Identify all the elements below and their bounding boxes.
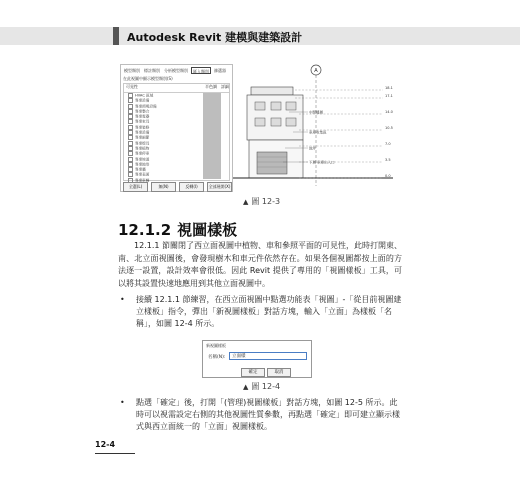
new-view-template-dialog: [202, 340, 312, 378]
list-item: 專業設備: [124, 98, 202, 103]
dialog-tabs: [123, 67, 227, 74]
list-item: 專業家具: [124, 119, 202, 124]
figure-12-3-caption-text: 圖 12-3: [251, 197, 281, 206]
west-elevation-drawing: [233, 64, 400, 192]
expand-all-button: 全部展開(X): [207, 182, 232, 192]
bullet-icon: •: [120, 398, 125, 407]
dialog-title: 新視圖樣板: [206, 343, 226, 348]
level-value: 17.1: [385, 94, 393, 98]
bullet-2-text: 點選「確定」後，打開「(管理)視圖樣板」對話方塊，如圖 12-5 所示。此時可以視需設定右側的其他視圖性質參數，再點選「確定」即可建立顯示樣式與西立面統一的「立面」視圖樣板。: [136, 398, 400, 431]
tab-analytical-categories: 分析模型類別: [164, 68, 188, 73]
figure-12-4-caption-text: 圖 12-4: [251, 382, 281, 391]
level-value: 14.0: [385, 110, 393, 114]
bullet-icon: •: [120, 295, 125, 304]
visibility-graphics-dialog: [120, 64, 233, 192]
list-item: 專業表面: [124, 172, 202, 177]
section-number: 12.1.2: [118, 221, 172, 239]
caption-arrow-icon: ▲: [243, 383, 249, 391]
list-item: 專業植物: [124, 146, 202, 151]
dialog-buttons: [123, 182, 232, 192]
col-visibility: 可見性: [126, 84, 138, 89]
select-all-button: 全選(L): [123, 182, 148, 192]
col-detail: 詳細: [221, 84, 229, 89]
ok-button: 確定: [241, 368, 265, 377]
select-none-button: 無(N): [151, 182, 176, 192]
col-halftone: 半色調: [205, 84, 217, 89]
building-roof-block: [251, 87, 293, 95]
list-item: 專業電器: [124, 114, 202, 119]
category-list-header: [124, 84, 229, 93]
list-item: HVAC 區域: [124, 93, 202, 98]
show-model-categories-line: 在此視圖中顯示模型類別(S): [123, 76, 173, 81]
list-item: 專業坡道: [124, 157, 202, 162]
list-item: 專業細節: [124, 135, 202, 140]
tab-model-categories: 模型類別: [124, 68, 140, 73]
page-header: [0, 0, 520, 50]
header-tab-marker: [113, 27, 119, 45]
template-name-input: 立面樣: [229, 352, 307, 360]
caption-arrow-icon: ▲: [243, 198, 249, 206]
figure-12-4-caption: [243, 381, 280, 392]
list-item: 專業地形: [124, 162, 202, 167]
list-item: 專業整合: [124, 109, 202, 114]
tab-annotation-categories: 標註類別: [144, 68, 160, 73]
list-item: 專業車輛: [124, 178, 202, 183]
level-value: 0.0: [385, 174, 391, 178]
page-number-rule: [95, 453, 135, 454]
list-item: 專業停車: [124, 151, 202, 156]
list-item: 專業燈具: [124, 141, 202, 146]
book-title: Autodesk Revit 建模與建築設計: [127, 31, 303, 44]
level-value: 3.5: [385, 158, 391, 162]
tab-filters: 篩選器: [214, 68, 226, 73]
annotation-label: 下層 車庫出入口: [309, 160, 335, 165]
annotation-label: 車庫收集區: [309, 130, 327, 135]
halftone-column-shading: [203, 93, 221, 179]
cancel-button: 取消: [267, 368, 291, 377]
name-label: 名稱(N):: [208, 355, 226, 360]
page-number: 12-4: [95, 440, 116, 449]
body-paragraph: 12.1.1 節關閉了西立面視圖中植物、車和參照平面的可見性，此時打開東、南、北立面視圖後，會發現樹木和車元件依然存在。如果各個視圖都按上面的方法逐一設置，設計效率會很低。因此 Revit 提供了專用的「視圖樣板」工具，可以將其設置快速地應用到其他立面視圖中。: [118, 241, 402, 288]
grid-bubble-label: A: [314, 68, 318, 74]
garage-door: [257, 152, 287, 174]
level-value: 7.0: [385, 142, 391, 146]
annotation-label: 中間樓層: [309, 110, 323, 115]
level-value: 10.5: [385, 126, 393, 130]
bullet-item-1: [120, 294, 402, 330]
invert-button: 反轉(I): [179, 182, 204, 192]
category-list: [123, 83, 230, 181]
figure-12-3-caption: [243, 196, 280, 207]
list-item: 專業牆: [124, 167, 202, 172]
tab-imported-categories: 匯入類別: [193, 69, 209, 74]
section-heading: [118, 219, 237, 240]
annotation-label: 地坪: [309, 146, 316, 151]
bullet-item-2: [120, 397, 402, 433]
list-item: 專業照明設備: [124, 104, 202, 109]
list-item: 專業裝修: [124, 125, 202, 130]
level-value: 18.1: [385, 86, 393, 90]
category-rows: [124, 93, 202, 183]
list-item: 專業設備: [124, 130, 202, 135]
figure-12-3: [120, 64, 400, 192]
bullet-1-text: 接續 12.1.1 節練習，在西立面視圖中點選功能表「視圖」-「從目前視圖建立樣板」指令，彈出「新視圖樣板」對話方塊，輸入「立面」為樣板「名稱」，如圖 12-4 所示。: [136, 295, 402, 328]
section-title: 視圖樣板: [177, 221, 238, 239]
